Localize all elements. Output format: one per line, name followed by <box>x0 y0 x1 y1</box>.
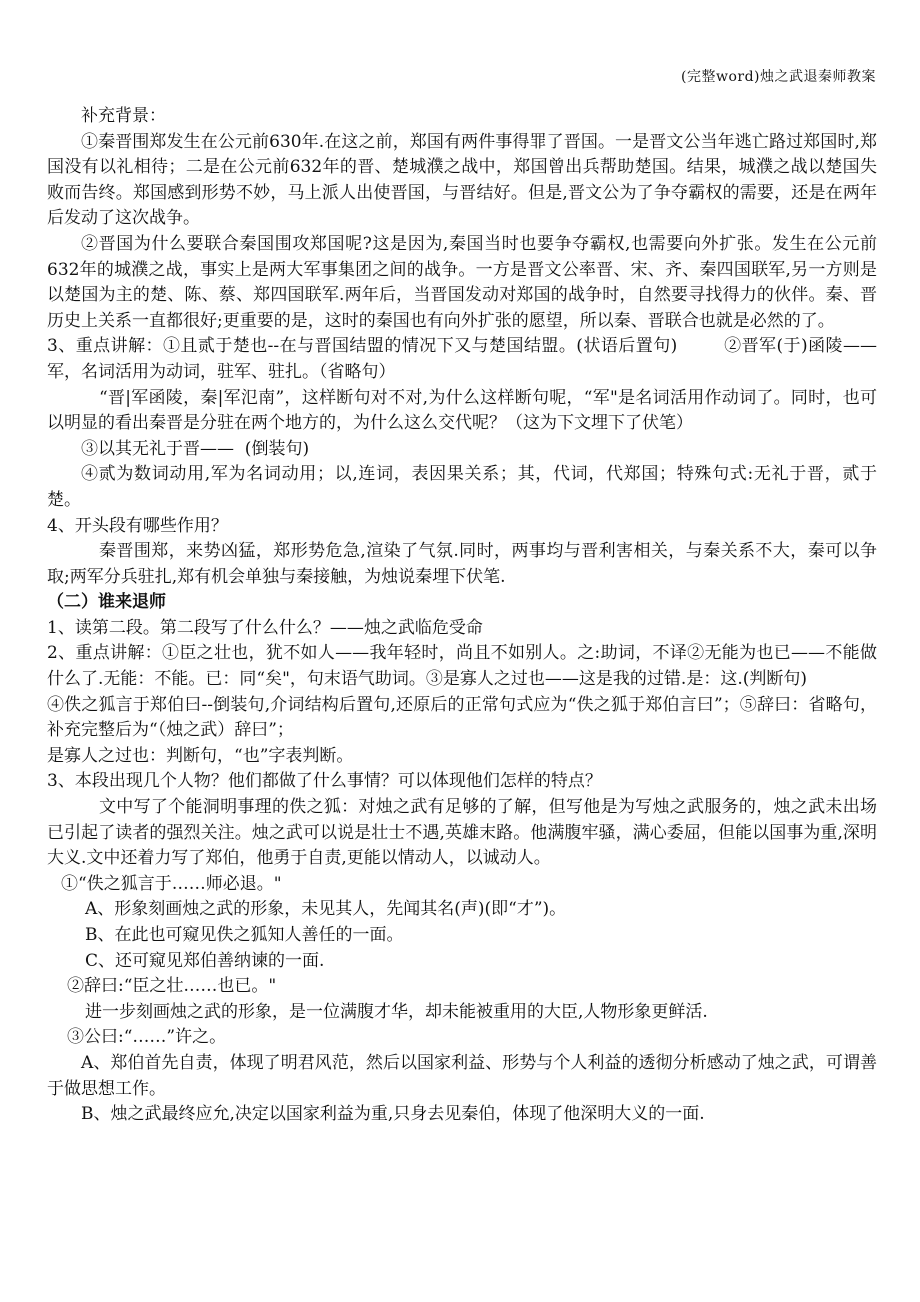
characters-analysis: 文中写了个能洞明事理的佚之狐：对烛之武有足够的了解，但写他是为写烛之武服务的，烛之武未出场已引起了读者的强烈关注。烛之武可以说是壮士不遇,英雄末路。他满腹牢骚，满心委屈，但能以国事为重,深明大义.文中还着力写了郑伯，他勇于自责,更能以情动人，以诚动人。 <box>47 797 877 869</box>
quote-1: ①“佚之狐言于……师必退。" <box>61 873 282 894</box>
quote-2-analysis: 进一步刻画烛之武的形象，是一位满腹才华，却未能被重用的大臣,人物形象更鲜活. <box>85 1001 708 1022</box>
question-4: 4、开头段有哪些作用？ <box>47 515 228 536</box>
point-b-1: B、在此也可窥见佚之狐知人善任的一面。 <box>85 925 404 945</box>
word-usage-note: ④贰为数词动用,军为名词动用；以,连词，表因果关系；其，代词，代郑国；特殊句式:无礼于晋，贰于楚。 <box>47 464 877 510</box>
document-body <box>47 104 877 1128</box>
point-b-3: B、烛之武最终应允,决定以国家利益为重,只身去见秦伯，体现了他深明大义的一面. <box>81 1104 705 1125</box>
background-paragraph-1: ①秦晋围郑发生在公元前630年.在这之前，郑国有两件事得罪了晋国。一是晋文公当年逃亡路过郑国时,郑国没有以礼相待；二是在公元前632年的晋、楚城濮之战中，郑国曾出兵帮助楚国。结果，城濮之战以楚国失败而告终。郑国感到形势不妙，马上派人出使晋国，与晋结好。但是,晋文公为了争夺霸权的需要，还是在两年后发动了这次战争。 <box>47 131 877 229</box>
document-header: (完整word)烛之武退秦师教案 <box>681 69 876 85</box>
background-paragraph-2: ②晋国为什么要联合秦国围攻郑国呢?这是因为,秦国当时也要争夺霸权,也需要向外扩张。发生在公元前632年的城濮之战，事实上是两大军事集团之间的战争。一方是晋文公率晋、宋、齐、秦四国联军,另一方则是以楚国为主的楚、陈、蔡、郑四国联军.两年后，当晋国发动对郑国的战争时，自然要寻找得力的伙伴。秦、晋历史上关系一直都很好;更重要的是，这时的秦国也有向外扩张的愿望，所以秦、晋联合也就是必然的了。 <box>47 233 877 331</box>
quote-2: ②辞曰:“臣之壮……也已。" <box>67 976 277 997</box>
item-1-read-paragraph: 1、读第二段。第二段写了什么什么？——烛之武临危受命 <box>47 617 483 638</box>
answer-4: 秦晋围郑，来势凶猛，郑形势危急,渲染了气氛.同时，两事均与晋利害相关，与秦关系不大，秦可以争取;两军分兵驻扎,郑有机会单独与秦接触，为烛说秦埋下伏笔. <box>47 541 877 587</box>
inverted-sentence-note: ③以其无礼于晋—— (倒装句) <box>81 438 310 459</box>
judgment-sentence-item: 是寡人之过也：判断句，“也”字表判断。 <box>47 745 354 766</box>
supplement-heading: 补充背景： <box>81 106 166 126</box>
section-heading-2: （二）谁来退师 <box>47 592 166 613</box>
sentence-break-explanation: “晋|军函陵，秦|军氾南”，这样断句对不对,为什么这样断句呢，“军"是名词活用作动词了。同时，也可以明显的看出秦晋是分驻在两个地方的，为什么这么交代呢？（这为下文埋下了伏笔） <box>47 387 877 434</box>
inverted-sentence-item: ④佚之狐言于郑伯曰--倒装句,介词结构后置句,还原后的正常句式应为“佚之狐于郑伯言曰”；⑤辞曰：省略句，补充完整后为“（烛之武）辞曰”； <box>47 694 877 741</box>
point-a-3: A、郑伯首先自责，体现了明君风范，然后以国家利益、形势与个人利益的透彻分析感动了烛之武，可谓善于做思想工作。 <box>47 1052 877 1099</box>
item-3-question: 3、本段出现几个人物？他们都做了什么事情？可以体现他们怎样的特点？ <box>47 771 602 792</box>
key-points-3: 3、重点讲解：①且贰于楚也--在与晋国结盟的情况下又与楚国结盟。(状语后置句) ②晋军(于)函陵——军，名词活用为动词，驻军、驻扎。（省略句） <box>47 336 877 382</box>
item-2-key-points: 2、重点讲解：①臣之壮也，犹不如人——我年轻时，尚且不如别人。之:助词，不译②无能为也已——不能做什么了.无能：不能。已：同“矣"，句末语气助词。③是寡人之过也——这是我的过错.是：这.(判断句) <box>47 643 877 690</box>
quote-3: ③公曰:“……”许之。 <box>67 1027 227 1048</box>
point-a-1: A、形象刻画烛之武的形象，未见其人，先闻其名(声)(即“才”)。 <box>85 899 567 920</box>
point-c-1: C、还可窥见郑伯善纳谏的一面. <box>85 950 325 971</box>
